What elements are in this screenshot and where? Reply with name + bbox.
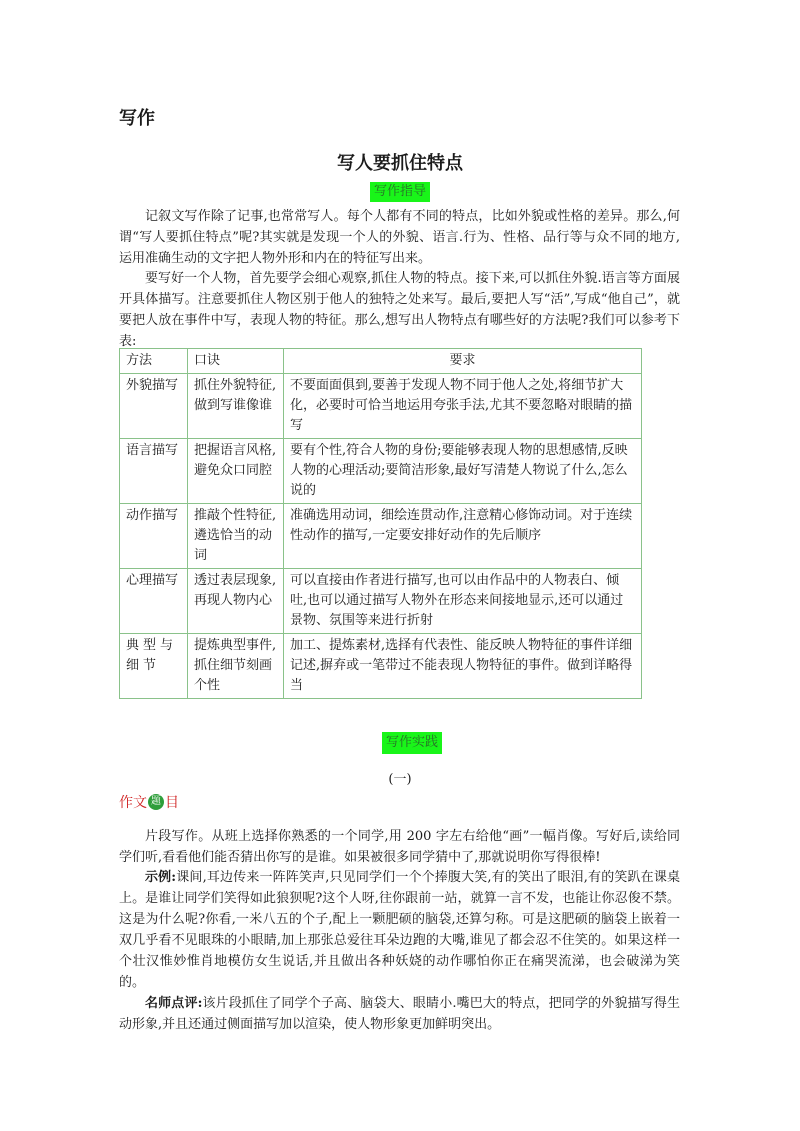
practice-tag: 写作实践 xyxy=(382,732,442,754)
table-cell-requirement: 不要面面俱到,要善于发现人物不同于他人之处,将细节扩大化，必要时可恰当地运用夸张手法,尤其不要忽略对眼睛的描写 xyxy=(284,374,642,439)
table-header-method: 方法 xyxy=(120,349,188,374)
example-text: 课间,耳边传来一阵阵笑声,只见同学们一个个捧腹大笑,有的笑出了眼泪,有的笑趴在课桌上。是谁让同学们笑得如此狼狈呢?这个人呀,往你跟前一站，就算一言不发，也能让你忍俊不禁。这是为什么呢?你看,一米八五的个子,配上一颗肥硕的脑袋,还算匀称。可是这肥硕的脑袋上嵌着一双几乎看不见眼珠的小眼睛,加上那张总爱往耳朵边跑的大嘴,谁见了都会忍不住笑的。如果这样一个壮汉惟妙惟肖地模仿女生说话,并且做出各种妖娆的动作哪怕你正在痛哭流涕，也会破涕为笑的。 xyxy=(119,870,680,990)
table-cell-formula: 抓住外貌特征,做到写谁像谁 xyxy=(188,374,284,439)
ti-circle-icon: 题 xyxy=(148,794,164,810)
table-cell-formula: 提炼典型事件,抓住细节刻画个性 xyxy=(188,634,284,699)
topic-label xyxy=(119,792,179,812)
topic-label-prefix: 作文 xyxy=(119,795,147,811)
table-header-requirement: 要求 xyxy=(284,349,642,374)
table-row xyxy=(120,504,642,569)
page-title: 写人要抓住特点 xyxy=(337,153,463,174)
table-row xyxy=(120,439,642,504)
intro-paragraph-1: 记叙文写作除了记事,也常常写人。每个人都有不同的特点，比如外貌或性格的差异。那么,何谓“写人要抓住特点”呢?其实就是发现一个人的外貌、语言.行为、性格、品行等与众不同的地方,运用准确生动的文字把人物外形和内在的特征写出来。 xyxy=(119,209,680,266)
table-header-row xyxy=(120,349,642,374)
table-row xyxy=(120,569,642,634)
writing-methods-table xyxy=(119,348,642,699)
comment-label: 名师点评: xyxy=(145,996,203,1011)
table-row xyxy=(120,634,642,699)
table-row xyxy=(120,374,642,439)
table-cell-method: 心理描写 xyxy=(120,569,188,634)
sub-number: (一) xyxy=(388,772,412,787)
table-cell-method: 外貌描写 xyxy=(120,374,188,439)
table-cell-method: 动作描写 xyxy=(120,504,188,569)
comment-text: 该片段抓住了同学个子高、脑袋大、眼睛小.嘴巴大的特点，把同学的外貌描写得生动形象,并且还通过侧面描写加以渲染，使人物形象更加鲜明突出。 xyxy=(119,996,680,1032)
table-header-formula: 口诀 xyxy=(188,349,284,374)
topic-label-suffix: 目 xyxy=(165,795,179,811)
guide-tag: 写作指导 xyxy=(370,182,430,202)
table-cell-formula: 推敲个性特征,遴选恰当的动词 xyxy=(188,504,284,569)
table-cell-requirement: 要有个性,符合人物的身份;要能够表现人物的思想感情,反映人物的心理活动;要简洁形象,最好写清楚人物说了什么,怎么说的 xyxy=(284,439,642,504)
table-cell-method: 语言描写 xyxy=(120,439,188,504)
task-paragraph: 片段写作。从班上选择你熟悉的一个同学,用 200 字左右给他“画”一幅肖像。写好后,读给同学们听,看看他们能否猜出你写的是谁。如果被很多同学猜中了,那就说明你写得很棒! xyxy=(119,829,680,865)
example-label: 示例: xyxy=(145,870,177,885)
table-cell-method: 典型与细节 xyxy=(120,634,188,699)
table-cell-requirement: 可以直接由作者进行描写,也可以由作品中的人物表白、倾吐,也可以通过描写人物外在形态来间接地显示,还可以通过景物、氛围等来进行折射 xyxy=(284,569,642,634)
table-cell-formula: 透过表层现象,再现人物内心 xyxy=(188,569,284,634)
example-paragraph xyxy=(119,867,680,993)
intro-paragraph-2: 要写好一个人物，首先要学会细心观察,抓住人物的特点。接下来,可以抓住外貌.语言等方面展开具体描写。注意要抓住人物区别于他人的独特之处来写。最后,要把人写“活”,写成“他自己”，就要把人放在事件中写，表现人物的特征。那么,想写出人物特点有哪些好的方法呢?我们可以参考下表: xyxy=(119,271,680,349)
table-cell-requirement: 准确选用动词，细绘连贯动作,注意精心修饰动词。对于连续性动作的描写,一定要安排好动作的先后顺序 xyxy=(284,504,642,569)
section-heading: 写作 xyxy=(119,108,155,129)
table-cell-formula: 把握语言风格,避免众口同腔 xyxy=(188,439,284,504)
comment-paragraph xyxy=(119,993,680,1035)
table-cell-requirement: 加工、提炼素材,选择有代表性、能反映人物特征的事件详细记述,摒弃或一笔带过不能表现人物特征的事件。做到详略得当 xyxy=(284,634,642,699)
